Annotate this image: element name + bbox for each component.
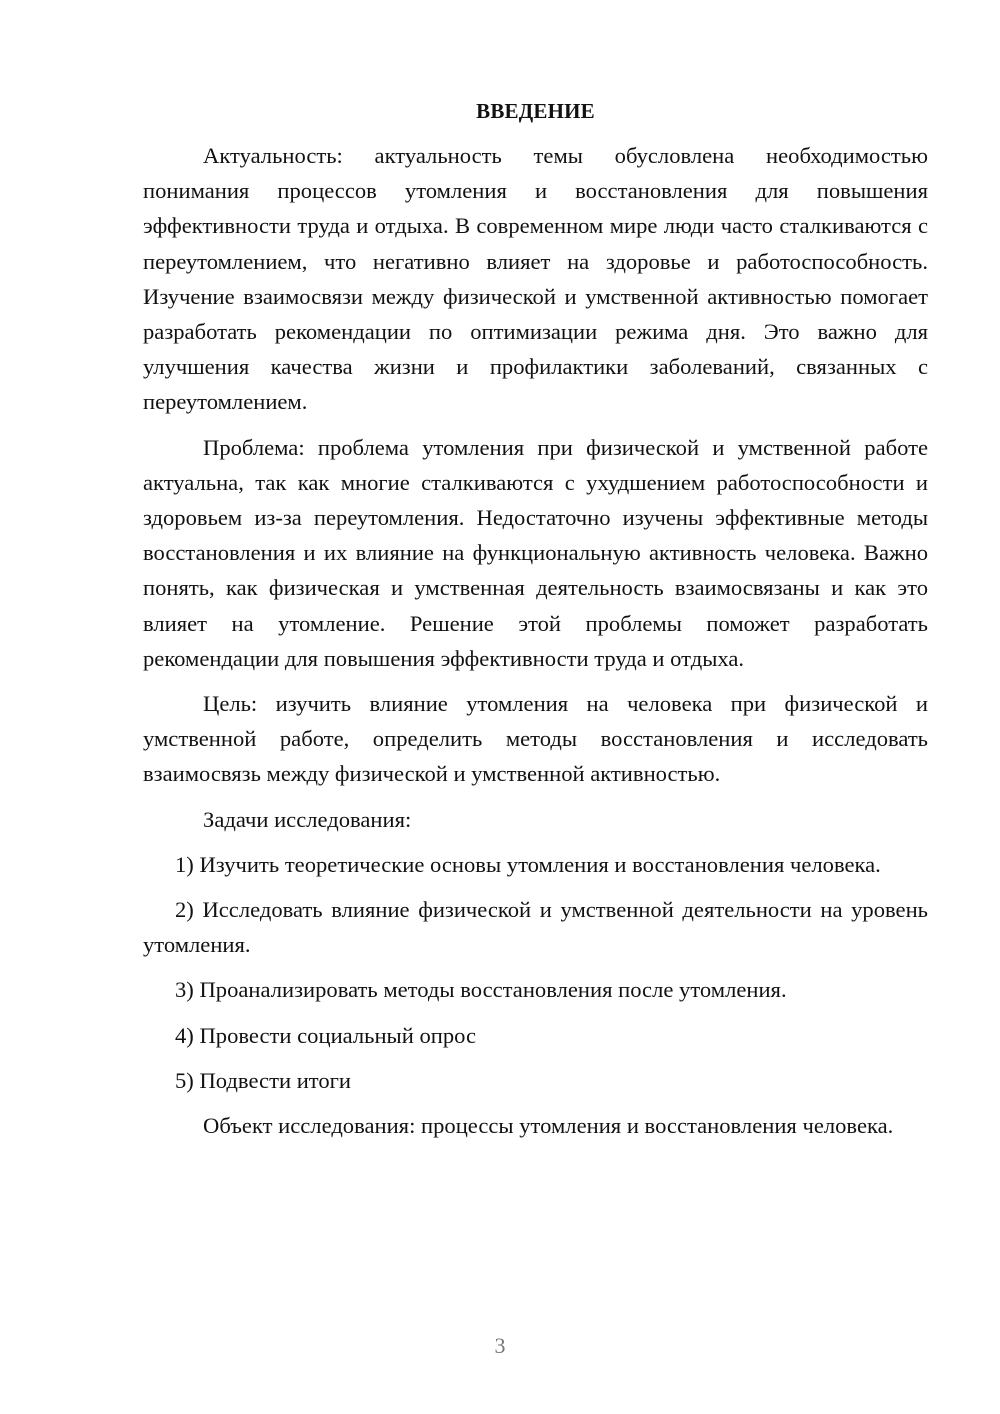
paragraph-object: Объект исследования: процессы утомления и восстановления человека.	[203, 1113, 894, 1139]
task-item: 1) Изучить теоретические основы утомления и восстановления человека.	[175, 851, 881, 877]
tasks-heading: Задачи исследования:	[203, 806, 412, 832]
paragraph-goal: Цель: изучить влияние утомления на человека при физической и умственной работе, определить методы восстановления и исследовать взаимосвязь между физической и умственной активностью.	[143, 691, 928, 787]
paragraph-problem: Проблема: проблема утомления при физической и умственной работе актуальна, так как многие сталкиваются с ухудшением работоспособности и здоровьем из-за переутомления. Недостаточно изучены эффективные методы восстановления и их влияние на функциональную активность человека. Важно понять, как физическая и умственная деятельность взаимосвязаны и как это влияет на утомление. Решение этой проблемы поможет разработать рекомендации для повышения эффективности труда и отдыха.	[143, 434, 928, 671]
task-item: 2) Исследовать влияние физической и умственной деятельности на уровень утомления.	[143, 897, 928, 958]
paragraph-relevance: Актуальность: актуальность темы обусловлена необходимостью понимания процессов утомления и восстановления для повышения эффективности труда и отдыха. В современном мире люди часто сталкиваются с переутомлением, что негативно влияет на здоровье и работоспособность. Изучение взаимосвязи между физической и умственной активностью помогает разработать рекомендации по оптимизации режима дня. Это важно для улучшения качества жизни и профилактики заболеваний, связанных с переутомлением.	[143, 143, 928, 415]
task-item: 5) Подвести итоги	[175, 1067, 352, 1093]
task-item: 4) Провести социальный опрос	[175, 1022, 477, 1048]
document-page	[143, 96, 928, 1153]
task-item: 3) Проанализировать методы восстановления после утомления.	[175, 977, 787, 1003]
section-title: ВВЕДЕНИЕ	[476, 99, 595, 123]
page-number: 3	[494, 1333, 506, 1358]
